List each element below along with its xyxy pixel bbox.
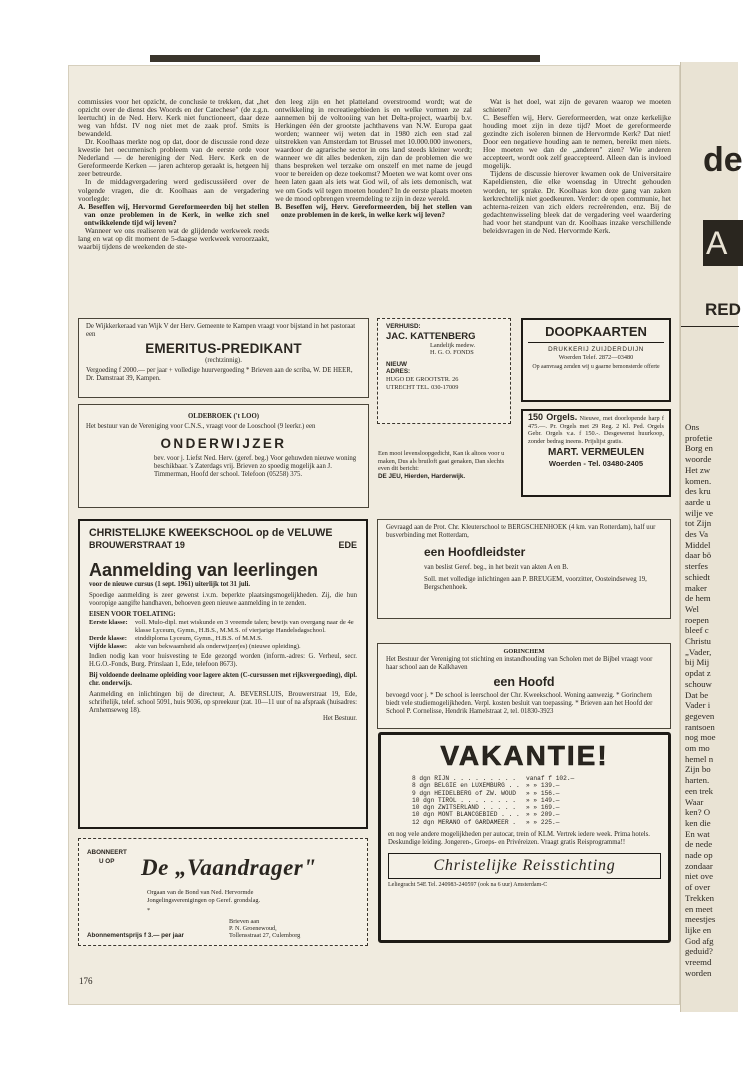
trip-row [412, 811, 661, 818]
trip-destination: 10 dgn ZWITSERLAND . . . . . [412, 804, 516, 812]
ad-title: VAKANTIE! [440, 740, 609, 771]
text-line-fragment: Trekken [685, 892, 714, 903]
requirement-label: Derde klasse: [89, 635, 127, 643]
ad-orgels [521, 409, 671, 497]
ad-verhuisd [377, 318, 511, 424]
ad-title: EMERITUS-PREDIKANT [145, 341, 302, 356]
trip-row [412, 782, 661, 789]
ad-to1: Brieven aan [229, 918, 260, 925]
requirement-label: Eerste klasse: [89, 619, 128, 626]
trip-destination: 10 dgn TIROL . . . . . . . . [412, 796, 516, 804]
ad-sub1: Landelijk medew. [430, 341, 476, 349]
text-line-fragment: nade op [685, 850, 713, 860]
ad-city: EDE [338, 540, 357, 550]
ad-sub2: H. G. O. FONDS [430, 349, 474, 357]
trip-row [412, 819, 661, 826]
divider [681, 326, 739, 327]
trip-row [412, 797, 661, 804]
text-line-fragment: Borg en [685, 443, 713, 454]
text-line-fragment: schiedt [685, 571, 710, 582]
ad-para1: Spoedige aanmelding is zeer gewenst i.v.m. beperkte plaatsingsmogelijkheden. Zij, die hun vooropige aangifte handhaven, behoeven geen nieuwe aanmelding in te zenden. [89, 592, 357, 607]
text-line-fragment: hemel n [685, 753, 714, 764]
trip-row [412, 775, 661, 782]
text-line-fragment: Waar [685, 796, 704, 807]
text-line-fragment: lijke en [685, 924, 712, 935]
text-line-fragment: harten. [685, 775, 710, 786]
requirement-text: voll. Mulo-dipl. met wiskunde en 3 vreemde talen; bewijs van overgang naar de 4e klasse Lyceum, Gymn., H.B.S., M.M.S. of vierjarige Handelsdagschool. [135, 619, 354, 634]
ad-headline: Aanmelding van leerlingen [89, 560, 319, 580]
text-line-fragment: ken die [685, 817, 711, 828]
text-line-fragment: worden [685, 967, 712, 978]
ad-title: een Hoofdleidster [424, 545, 526, 559]
ad-dejeu [378, 450, 514, 480]
requirement-label: Vijfde klasse: [89, 642, 128, 650]
banner-fragment: A [703, 220, 743, 266]
text-line-fragment: niet ove [685, 871, 714, 882]
trip-price: » » 169.— [526, 804, 560, 812]
text-line-fragment: zondaar [685, 860, 713, 871]
text-line-fragment: daar bö [685, 550, 712, 561]
trip-destination: 8 dgn RIJN . . . . . . . . . [412, 775, 516, 782]
text-line-fragment: geduid? [685, 946, 713, 957]
text-line-fragment: God afg [685, 935, 714, 946]
trip-price: » » 149.— [526, 796, 560, 804]
text-line-fragment: Wel [685, 603, 699, 614]
text-line-fragment: woorde [685, 454, 712, 465]
text-line-fragment: Zijn bo [685, 764, 711, 775]
ad-gorinchem [377, 643, 671, 729]
ad-eisen: EISEN VOOR TOELATING: [89, 611, 176, 618]
ad-emeritus-predikant [78, 318, 369, 398]
article-column-2 [275, 98, 472, 219]
ad-to3: Tollensstraat 27, Culemborg [229, 932, 301, 939]
requirement-text: einddiploma Lyceum, Gymn., H.B.S. of M.M.S. [135, 635, 263, 643]
text-line-fragment: om mo [685, 743, 710, 753]
ad-title: De „Vaandrager" [141, 855, 317, 880]
requirement-text: akte van bekwaamheid als onderwijzer(es) (nieuwe opleiding). [135, 642, 301, 650]
article-paragraph: A. Beseffen wij, Hervormd Gereformeerden bij het stellen van onze problemen in de Kerk, in welke zich snel ontwikkelende tijd wij leven? [78, 201, 269, 227]
text-line-fragment: gegeven [685, 710, 715, 721]
ad-title: 150 Orgels. [528, 412, 578, 422]
trip-destination: 9 dgn HEIDELBERG of ZW. WOUD [412, 789, 516, 797]
ad-title: een Hoofd [493, 674, 555, 689]
text-line-fragment: opdat z [685, 668, 711, 679]
trip-list [388, 775, 661, 826]
article-paragraph: Wat is het doel, wat zijn de gevaren waarop we moeten schieten? [483, 97, 671, 115]
text-line-fragment: En wat [685, 828, 710, 839]
text-line-fragment: een trek [685, 785, 714, 796]
ad-hoofdleidster [377, 519, 671, 619]
text-line-fragment: komen. [685, 475, 712, 486]
text-line-fragment: vreemd [685, 957, 712, 967]
trip-row [412, 804, 661, 811]
ad-place: GORINCHEM [503, 648, 545, 655]
trip-destination: 12 dgn MERANO of GARDAMEER . [412, 818, 516, 826]
ad-body: bev. voor j. Liefst Ned. Herv. (geref. beg.) Voor gehuwden nieuwe woning beschikbaar. 's Zaterdags vrij. Brieven zo spoedig mogelijk aan J. Timmerman, Hoofd der school. Telefoon (05258) 375. [154, 455, 357, 478]
ad-to2: P. N. Groenewoud, [229, 925, 277, 932]
article-paragraph: commissies voor het opzicht, de conclusie te trekken, dat „het opzicht over de dienst des Woords en der Catechese" (de z.g.n. leertucht) in de Ned. Herv. Kerk niet functioneert, daar deze weg van hfdst. IV nog niet met de zaak prof. Smits is bewandeld. [78, 97, 269, 139]
text-line-fragment: ken? O [685, 807, 711, 818]
big-heading-fragment: de [703, 141, 743, 179]
ad-line1: van beslist Geref. beg., in het bezit van akten A en B. [424, 564, 569, 571]
ad-para2: Indien nodig kan voor huisvesting te Ede gezorgd worden (inform.-adres: G. Verheul, secr. H.G.O.-Fonds, Burg. Prinslaan 1, Ede, telefoon 8673). [89, 653, 357, 669]
text-line-fragment: profetie [685, 432, 713, 443]
text-line-fragment: Middel [685, 539, 711, 550]
ad-kweekschool [78, 519, 368, 829]
text-line-fragment: meestjes [685, 914, 716, 925]
ad-lead: Gevraagd aan de Prot. Chr. Kleuterschool te BERGSCHENHOEK (4 km. van Rotterdam), half uur busverbinding met Rotterdam, [386, 524, 656, 539]
trip-destination: 10 dgn MONT BLANCGEBIED . . . [412, 811, 520, 819]
ad-sign: Het Bestuur. [323, 715, 357, 723]
ad-line3: Op aanvraag zenden wij u gaarne bemonsterde offerte [532, 364, 660, 371]
text-line-fragment: wilje ve [685, 507, 714, 518]
ad-subtitle: (rechtzinnig). [205, 357, 242, 364]
page-number: 176 [79, 976, 93, 986]
trip-price: » » 139.— [526, 782, 560, 790]
text-line-fragment: nog moe [685, 732, 716, 743]
ad-address: BROUWERSTRAAT 19 [89, 540, 185, 550]
text-line-fragment: de nede [685, 839, 713, 850]
ad-onderwijzer [78, 404, 369, 508]
trip-price: » » 156.— [526, 789, 560, 797]
ad-line1: DRUKKERIJ ZUIJDERDUIJN [548, 346, 644, 353]
ad-body: Vergoeding f 2000.— per jaar + volledige huurvergoeding * Brieven aan de scriba, W. DE HEER, Dr. Damstraat 39, Kampen. [86, 367, 353, 382]
text-line-fragment: Dat be [685, 689, 709, 700]
ad-lead: Het bestuur van de Vereniging voor C.N.S., vraagt voor de Looschool (9 leerkr.) een [86, 423, 316, 430]
ad-title: CHRISTELIJKE KWEEKSCHOOL op de VELUWE [89, 527, 333, 539]
ad-title: ONDERWIJZER [160, 436, 287, 451]
ad-lead: De Wijkkerkeraad van Wijk V der Herv. Gemeente te Kampen vraagt voor bijstand in het pastoraat een [86, 323, 356, 338]
subheading-fragment: RED [705, 300, 741, 319]
text-line-fragment: „Vader, [685, 646, 712, 657]
ad-head: VERHUISD: [386, 323, 421, 330]
ad-line2: UTRECHT TEL. 030-17009 [386, 383, 459, 391]
article-paragraph: B. Beseffen wij, Herv. Gereformeerden, bij het stellen van onze problemen in de kerk, in welke kerk wij leven? [275, 201, 472, 219]
trip-price: vanaf f 102.— [526, 775, 575, 782]
article-paragraph: den leeg zijn en het platteland overstroomd wordt; wat de ontwikkeling in recreatiegebieden is en welke vormen ze zal aannemen bij de voltooiing van het Delta-project, waarbij b.v. Herkingen één der grootste jachthavens van N.W. Europa gaat worden; wanneer wij weten dat in 1980 zich een stad zal uitstrekken van Amsterdam tot Brussel met 10.000.000 inwoners, waardoor de agrarische sector in ons land steeds kleiner wordt; wanneer we dit alles bedenken, zijn dan de problemen die we thans bespreken wel terzake om onszelf en met name de jeugd voor te bereiden op deze toekomst? Moeten we wat komt over ons heen laten gaan als iets wat God wil, of als iets demonisch, wat we om Gods wil tegen moeten houden? In de eerste plaats moeten we de mood opbrengen vreemdeling te zijn in deze wereld. [275, 97, 472, 203]
text-line-fragment: rantsoen [685, 721, 715, 732]
article-paragraph: Dr. Koolhaas merkte nog op dat, door de discussie rond deze kwestie het oecumenisch probleem van de eerste orde voor Nederland — de hereniging der Ned. Herv. Kerk en de Gereformeerde Kerken — jaren achterop geraakt is, hetgeen hij zeer betreurde. [78, 137, 269, 179]
ad-title: DOOPKAARTEN [528, 323, 664, 343]
trip-price: » » 209.— [526, 811, 560, 819]
ad-price: Abonnementsprijs f 3.— per jaar [87, 932, 184, 939]
text-line-fragment: des kru [685, 486, 711, 497]
ad-para3: Bij voldoende deelname opleiding voor lagere akten (C-cursussen met rijksvergoeding), dipl. chr. onderwijs. [89, 672, 357, 688]
text-line-fragment: sterfes [685, 561, 708, 572]
magazine-page [68, 65, 680, 1005]
text-line-fragment: Ons [685, 422, 700, 432]
ad-name: MART. VERMEULEN [547, 447, 645, 459]
text-line-fragment: of over [685, 882, 711, 893]
ad-adres: ADRES: [386, 368, 411, 376]
ad-place: Woerden - Tel. 03480-2405 [548, 459, 644, 469]
ad-vakantie [378, 732, 671, 943]
trip-destination: 8 dgn BELGIE en LUXEMBURG . . [412, 782, 520, 790]
ad-sign: DE JEU, Hierden, Harderwijk. [378, 472, 466, 480]
text-line-fragment: bleef c [685, 625, 709, 636]
ad-body: bevoegd voor j. * De school is leerschool der Chr. Kweekschool. Woning aanwezig. * Gorinchem biedt vele studiemogelijkheden. Verpl. kosten besluit van toepassing. * Brieven aan het Hoofd der School P. Cornelisse, Hendrik Hamelstraat 2, tel. 01830-3923 [386, 691, 653, 715]
text-line-fragment: aarde u [685, 496, 711, 507]
ad-para4: Aanmelding en inlichtingen bij de directeur, A. BEVERSLUIS, Brouwerstraat 19, Ede, schriftelijk, telef. school 5091, huis 9036, op spreekuur (zat. 10—11 uur of na afspraak (huisadres: Arnhemseweg 18). [89, 691, 357, 715]
text-line-fragment: bij Mij [685, 657, 710, 668]
ad-doopkaarten [521, 318, 671, 402]
ad-subhead: voor de nieuwe cursus (1 sept. 1961) uiterlijk tot 31 juli. [89, 581, 251, 588]
article-paragraph: Tijdens de discussie hierover kwamen ook de Universitaire Kapeldiensten, die elke woensdag in Utrecht gehouden worden, ter sprake. Dr. Koolhaas kon deze gang van zaken kerkrechtelijk niet goedkeuren. Verder: de open communie, het achterna-reizen van zich elders recreërenden, enz. Bij de gedachtenwisseling bleek dat de vergadering veel waardering had voor het standpunt van dr. Koolhaas inzake verschillende beleidsvragen in de Ned. Hervormde Kerk. [483, 169, 671, 235]
ad-star: * [147, 907, 151, 914]
text-line-fragment: de hem [685, 593, 711, 604]
ad-left1: ABONNEERT [87, 849, 127, 856]
text-line-fragment: maker [685, 582, 707, 593]
article-paragraph: In de middagvergadering werd gediscussiëerd over de volgende vragen, die dr. Koolhaas aan de vergadering voorlegde: [78, 177, 269, 203]
ad-line2: Woerden Telef. 2872—03480 [558, 353, 634, 361]
article-column-1 [78, 98, 269, 251]
article-column-3 [483, 98, 671, 235]
text-line-fragment: Het zw [685, 464, 711, 475]
ad-lead: Het Bestuur der Vereniging tot stichting en instandhouding van Scholen met de Bijbel vraagt voor haar school aan de Kalkhaven [386, 655, 653, 671]
ad-left2: U OP [99, 858, 115, 865]
ad-new: NIEUW [386, 360, 407, 368]
ad-address: Leliegracht 54E Tel. 240983-240597 (ook na 6 uur) Amsterdam-C [388, 882, 548, 889]
ad-org: Orgaan van de Bond van Ned. Hervormde Jongelingsverenigingen op Geref. grondslag. [147, 889, 261, 904]
ad-line1: HUGO DE GROOTSTR. 26 [386, 375, 459, 383]
ad-name: JAC. KATTENBERG [386, 330, 476, 342]
ad-body: Een mooi levensloopgedicht, Kan ik altoos voor u maken, Dus als bruiloft gaat genaken, Dan slechts even dit bericht: [378, 450, 505, 473]
text-line-fragment: roepen [685, 614, 709, 625]
text-line-fragment: Vader i [685, 700, 711, 711]
page-shadow-bar [150, 55, 540, 62]
article-paragraph: C. Beseffen wij, Herv. Gereformeerden, wat onze kerkelijke houding moet zijn in deze tijd? Moet de gereformeerde gezindte zich isoleren binnen de Hervormde Kerk? Dat niet! Door een negatieve houding aan te nemen, bereikt men niets. Hoe moeten we dan de „anderen" zien? Wie anderen accepteert, wordt ook zelf geaccepteerd. Alleen dan is invloed mogelijk. [483, 113, 671, 171]
ad-vaandrager [78, 838, 368, 946]
text-line-fragment: tot Zijn [685, 518, 712, 529]
text-line-fragment: Christu [685, 636, 711, 646]
text-line-fragment: en meet [685, 903, 713, 914]
text-line-fragment: schouw [685, 678, 712, 689]
ad-line2: Soll. met volledige inlichtingen aan P. BREUGEM, voorzitter, Oosteindseweg 19, Bergschenhoek. [424, 576, 647, 591]
trip-price: » » 225.— [526, 818, 560, 826]
ad-body: Nieuwe, met doorlopende harp f 475.—. Pr. Orgels met 29 Reg. 2 Kl. Ped. Orgels Gebr. Orgels v.a. f 150.-. Desgewenst huurkoop, zonder bedrag ineens. Prijslijst gratis. [528, 415, 664, 445]
article-paragraph: Wanneer we ons realiseren wat de glijdende werkweek reeds lang en wat op dit moment de 5-daagse werkweek veroorzaakt, waarbij tijdens de weekenden de ste- [78, 225, 269, 251]
trip-row [412, 790, 661, 797]
ad-place: OLDEBROEK ('t LOO) [188, 413, 259, 420]
ad-body: en nog vele andere mogelijkheden per autocar, trein of KLM. Vertrek iedere week. Prima hotels. Deskundige leiding. Jongeren-, Groeps- en Privéreizen. Vraagt gratis Reisprogramma!! [388, 831, 650, 847]
text-line-fragment: des Va [685, 529, 709, 539]
adjacent-page [680, 62, 743, 1012]
ad-name: Christelijke Reisstichting [388, 853, 661, 879]
